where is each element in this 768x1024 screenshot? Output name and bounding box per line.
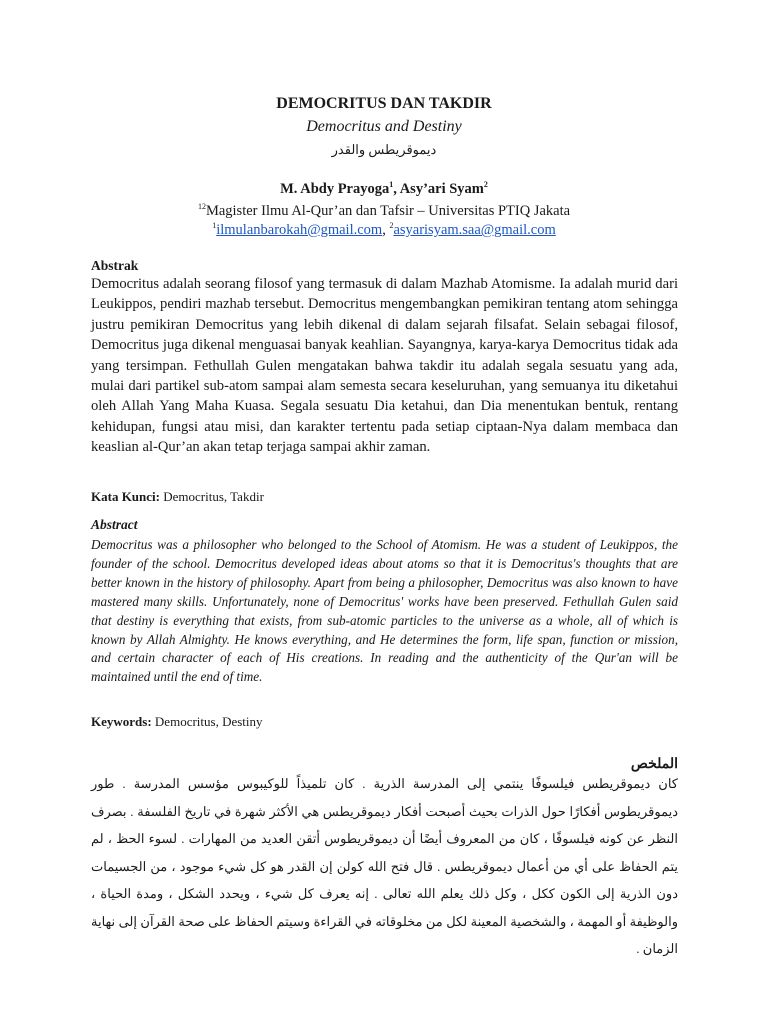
- paper-subtitle: Democritus and Destiny: [306, 118, 462, 135]
- author-1-name: M. Abdy Prayoga: [280, 181, 390, 197]
- abstract-heading: Abstract: [91, 517, 138, 532]
- affiliation-line: [0, 203, 768, 220]
- author-separator: ,: [393, 181, 400, 197]
- author-1-sup: 1: [389, 180, 394, 190]
- keywords-label: Keywords:: [91, 714, 152, 729]
- email-separator: ,: [382, 222, 390, 238]
- affiliation-text: Magister Ilmu Al-Qur’an dan Tafsir – Universitas PTIQ Jakata: [205, 203, 571, 219]
- author-2-sup: 2: [483, 180, 488, 190]
- author-2-name: Asy’ari Syam: [399, 181, 484, 197]
- email-2-sup: 2: [389, 221, 394, 231]
- abstrak-body: Democritus adalah seorang filosof yang termasuk di dalam Mazhab Atomisme. Ia adalah murid dari Leukippos, pendiri mazhab tersebut. Democritus mengembangkan pemikiran tentang atom sehingga justru pemikiran Democritus yang lebih dikenal di dalam sejarah filsafat. Selain sebagai filosof, Democritus juga dikenal menguasai banyak keahlian. Sayangnya, karya-karya Democritus tidak ada yang tersimpan. Fethullah Gulen mengatakan bahwa takdir itu adalah segala sesuatu yang ada, mulai dari partikel sub-atom sampai alam semesta secara keseluruhan, yang semuanya itu diketahui oleh Allah Yang Maha Kuasa. Segala sesuatu Dia ketahui, dan Dia menentukan bentuk, rentang kehidupan, fungsi atau misi, dan karakter tertentu pada setiap ciptaan-Nya dalam membaca dan keaslian al-Qur’an akan tetap terjaga sampai akhir zaman.: [91, 276, 678, 456]
- kata-kunci-line: [91, 489, 678, 505]
- email-1-link[interactable]: ilmulanbarokah@gmail.com: [216, 222, 383, 238]
- paper-title: DEMOCRITUS DAN TAKDIR: [276, 95, 492, 112]
- abstract-body: Democritus was a philosopher who belonged to the School of Atomism. He was a student of Leukippos, the founder of the school. Democritus developed ideas about atoms so that it is Democritus's thoughts that are better known in the history of philosophy. Apart from being a philosopher, Democritus was also known to have mastered many skills. Unfortunately, none of Democritus' works have been preserved. Fethullah Gulen said that destiny is everything that exists, from sub-atomic particles to the universe as a whole, all of which is known by Allah Almighty. He knows everything, and He determines the form, life span, function or mission, and certain character of each of His creations. In reading and the authenticity of the Qur'an will be maintained until the end of time.: [91, 537, 678, 685]
- email-line: [0, 222, 768, 239]
- abstrak-heading: Abstrak: [91, 258, 139, 273]
- kata-kunci-values: Democritus, Takdir: [159, 489, 264, 504]
- email-1-sup: 1: [212, 221, 217, 231]
- affiliation-sup: 12: [197, 202, 206, 212]
- keywords-line: [91, 714, 678, 730]
- keywords-values: Democritus, Destiny: [151, 714, 263, 729]
- email-2-link[interactable]: asyarisyam.saa@gmail.com: [393, 222, 556, 238]
- author-line: [0, 181, 768, 198]
- mulakhas-body: كان ديموقريطس فيلسوفًا ينتمي إلى المدرسة الذرية . كان تلميذاً للوكيبوس مؤسس المدرسة . طور ديموقريطوس أفكارًا حول الذرات بحيث أصبحت أفكار ديموقريطس هي الأكثر شهرة في تاريخ الفلسفة . بصرف النظر عن كونه فيلسوفًا ، كان من المعروف أيضًا أن ديموقريطوس أتقن العديد من المهارات . لسوء الحظ ، لم يتم الحفاظ على أي من أعمال ديموقريطس . قال فتح الله كولن إن القدر هو كل شيء موجود ، من الجسيمات دون الذرية إلى الكون ككل ، وكل ذلك يعلم الله تعالى . إنه يعرف كل شيء ، ويحدد الشكل ، ومدة الحياة ، والوظيفة أو المهمة ، والشخصية المعينة لكل من مخلوقاته في القراءة وسيتم الحفاظ على صحة القرآن إلى نهاية الزمان .: [91, 776, 678, 956]
- kata-kunci-label: Kata Kunci:: [91, 489, 160, 504]
- mulakhas-heading: الملخص: [630, 757, 678, 772]
- arabic-title: ديموقريطس والقدر: [331, 142, 437, 157]
